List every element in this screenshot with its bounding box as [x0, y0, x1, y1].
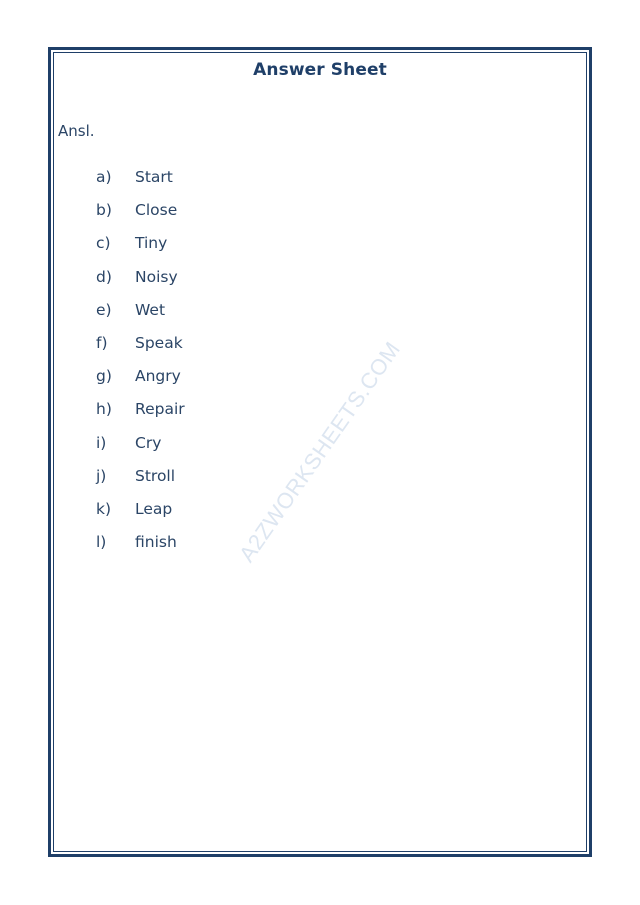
answer-letter: c): [96, 234, 111, 253]
answer-word: Angry: [135, 367, 181, 386]
answer-letter: e): [96, 300, 112, 319]
answer-item-a: [96, 168, 185, 201]
answer-letter: a): [96, 168, 112, 186]
answer-item-f: [96, 334, 185, 367]
answer-item-k: [96, 500, 185, 533]
answer-list: [96, 168, 185, 566]
answer-word: finish: [135, 533, 177, 552]
answer-letter: g): [96, 367, 112, 386]
answer-letter: b): [96, 201, 112, 220]
answer-word: Close: [135, 201, 178, 220]
answer-letter: i): [96, 433, 107, 452]
answer-letter: l): [96, 533, 107, 552]
answer-word: Tiny: [135, 234, 168, 253]
answer-letter: f): [96, 333, 108, 352]
answer-item-e: [96, 301, 185, 334]
answer-word: Speak: [135, 333, 183, 352]
answer-item-l: [96, 533, 185, 566]
answer-item-b: [96, 201, 185, 234]
answer-word: Repair: [135, 400, 185, 419]
answer-item-d: [96, 268, 185, 301]
answer-letter: j): [96, 466, 107, 485]
answer-item-i: [96, 434, 185, 467]
watermark: A2ZWORKSHEETS.COM: [233, 336, 406, 567]
answer-label: Ansl.: [58, 122, 95, 140]
answer-letter: d): [96, 267, 112, 286]
answer-item-c: [96, 234, 185, 267]
answer-letter: h): [96, 400, 112, 419]
answer-item-j: [96, 467, 185, 500]
answer-word: Noisy: [135, 267, 178, 286]
answer-item-h: [96, 400, 185, 433]
answer-word: Cry: [135, 433, 162, 452]
answer-item-g: [96, 367, 185, 400]
page-title: Answer Sheet: [253, 60, 387, 80]
answer-word: Leap: [135, 499, 173, 518]
answer-word: Start: [135, 168, 173, 186]
answer-word: Wet: [135, 300, 166, 319]
answer-word: Stroll: [135, 466, 176, 485]
answer-letter: k): [96, 499, 112, 518]
